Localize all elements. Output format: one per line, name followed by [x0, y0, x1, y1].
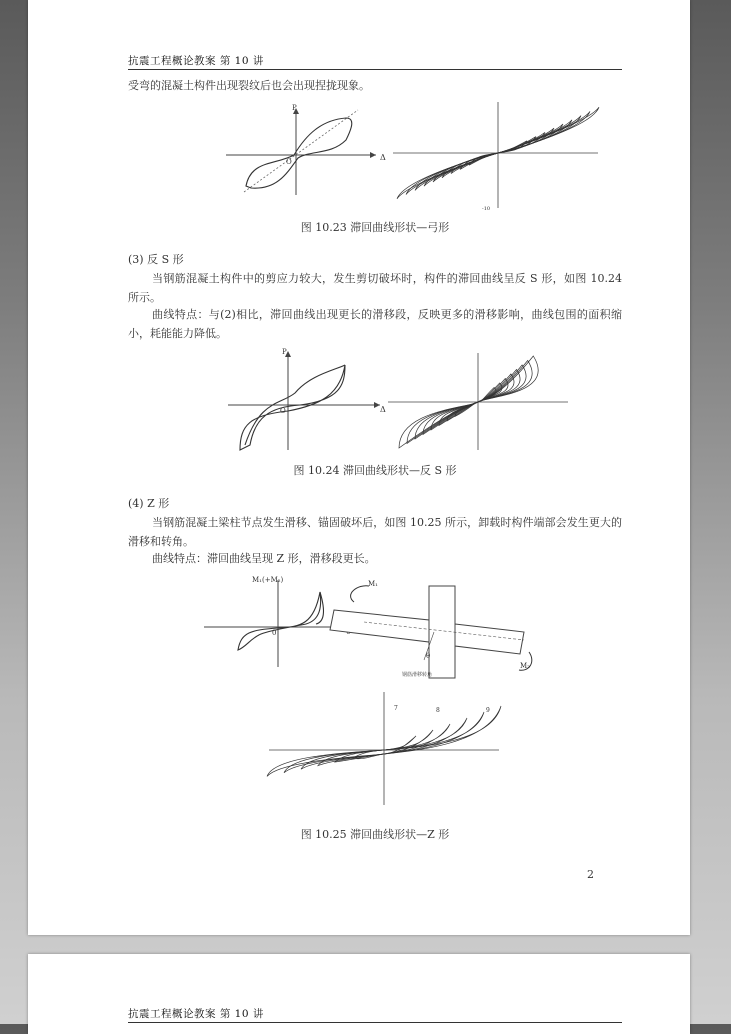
z-loop: [238, 592, 321, 650]
m1-moment-arrow: [351, 586, 369, 602]
running-header-next: 抗震工程概论教案 第 10 讲: [128, 1008, 264, 1020]
loop-label-7: 7: [394, 705, 398, 712]
section-3-title: (3) 反 S 形: [128, 253, 184, 266]
m1-label: M₁: [368, 580, 378, 588]
left-beam: [330, 610, 429, 642]
fig-10-23-test-loops: [388, 98, 608, 213]
fig-10-23-schematic: [206, 100, 396, 205]
origin-label: O: [286, 158, 292, 166]
origin-label: 0: [272, 629, 277, 637]
origin-label: O: [280, 407, 286, 415]
fig-10-23-caption: 图 10.23 滞回曲线形状—弓形: [300, 221, 450, 234]
bow-loop: [246, 118, 352, 188]
fig-10-25-test-loops: [264, 690, 504, 810]
section-3-para-1: 当钢筋混凝土构件中的剪应力较大，发生剪切破坏时，构件的滞回曲线呈反 S 形，如图 10.24 所示。: [128, 272, 622, 304]
delta-axis-label: Δ: [380, 153, 386, 162]
m2-label: M₂: [520, 662, 530, 670]
intro-line: 受弯的混凝土构件出现裂纹后也会出现捏拢现象。: [128, 79, 370, 92]
p-axis-label: P: [282, 348, 287, 356]
document-page-3: [28, 954, 690, 1034]
delta-axis-label: Δ: [380, 405, 386, 414]
page-number: 2: [587, 868, 594, 881]
document-page-2: [28, 0, 690, 935]
section-4-para-2: 曲线特点：滞回曲线呈现 Z 形，滑移段更长。: [152, 552, 376, 565]
fig-10-25-joint-diagram: [324, 572, 554, 682]
m-axis-label: M₁(+M₂): [252, 576, 284, 584]
fig-10-24-schematic: [200, 345, 390, 455]
loop-label-9: 9: [486, 707, 490, 714]
section-4-title: (4) Z 形: [128, 497, 170, 510]
section-3-para-2: 曲线特点：与(2)相比，滞回曲线出现更长的滑移段，反映更多的滑移影响，曲线包围的面积缩小，耗能能力降低。: [128, 308, 622, 340]
rebar-slip-label: 钢筋滑移转角: [402, 672, 433, 678]
skeleton-line: [244, 110, 358, 192]
running-header: 抗震工程概论教案 第 10 讲: [128, 55, 264, 67]
theta-label: θ: [426, 652, 431, 660]
loop-label-8: 8: [436, 707, 440, 714]
delta-axis-arrow: [370, 152, 376, 158]
header-rule: [128, 69, 622, 70]
fig-10-24-test-loops: [383, 350, 573, 455]
p-axis-label: P: [292, 104, 297, 112]
y-min-tick: -10: [482, 206, 491, 212]
fig-10-25-caption: 图 10.25 滞回曲线形状—Z 形: [300, 828, 450, 841]
fig-10-24-caption: 图 10.24 滞回曲线形状—反 S 形: [293, 464, 457, 477]
reverse-s-loop: [240, 365, 345, 450]
section-4-para-1: 当钢筋混凝土梁柱节点发生滑移、锚固破坏后，如图 10.25 所示，卸载时构件端部会发生更大的滑移和转角。: [128, 516, 622, 548]
header-rule-next: [128, 1022, 622, 1023]
